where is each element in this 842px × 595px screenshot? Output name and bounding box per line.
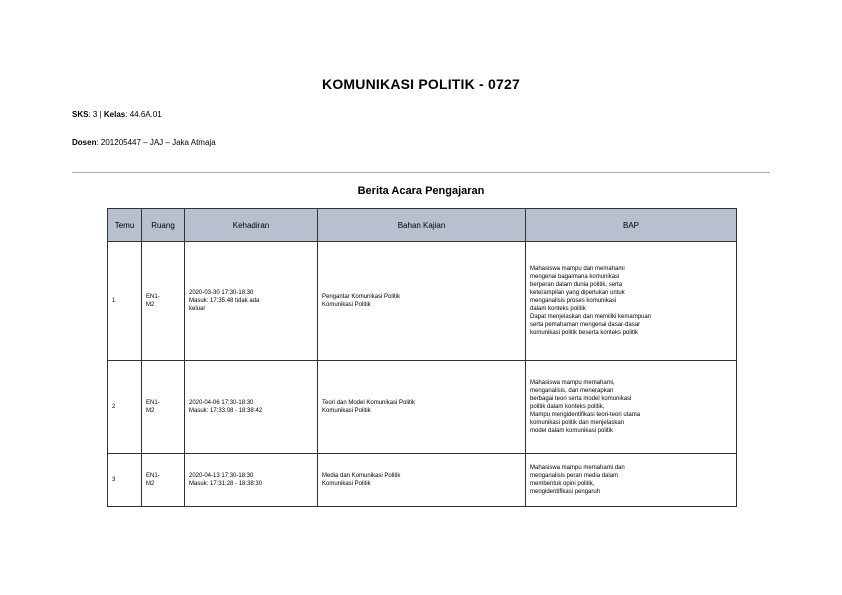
ruang-line: EN1-	[146, 400, 160, 406]
bap-line: berperan dalam dunia politik, serta	[530, 282, 623, 288]
cell-bahan-kajian	[318, 454, 526, 507]
bahan-line: Komunikasi Politik	[322, 408, 371, 414]
ruang-line: M2	[146, 481, 155, 487]
dosen-value: : 201205447 – JAJ – Jaka Atmaja	[96, 138, 216, 147]
bap-line: menganalisis, dan menerapkan	[530, 388, 614, 394]
cell-kehadiran	[185, 242, 318, 361]
table-row	[108, 242, 737, 361]
sks-value: : 3 |	[88, 110, 102, 119]
ruang-line: M2	[146, 302, 155, 308]
bap-line: dalam konteks politik	[530, 306, 586, 312]
header-kehadiran: Kehadiran	[185, 209, 318, 242]
cell-temu: 2	[108, 361, 142, 454]
ruang-line: EN1-	[146, 294, 160, 300]
bap-line: politik dalam konteks politik,	[530, 404, 605, 410]
bap-line: serta pemahaman mengenai dasar-dasar	[530, 322, 641, 328]
bap-line: Mampu mengidentifikasi teori-teori utama	[530, 412, 641, 418]
bahan-line: Komunikasi Politik	[322, 481, 371, 487]
bap-line: Dapat menjelaskan dan memiliki kemampuan	[530, 314, 652, 320]
document-title: KOMUNIKASI POLITIK - 0727	[322, 76, 520, 92]
sks-label: SKS	[72, 110, 89, 119]
kehadiran-line: keluar	[189, 306, 206, 312]
bap-line: keterampilan yang diperlukan untuk	[530, 290, 625, 296]
table-row	[108, 361, 737, 454]
kelas-label: Kelas	[103, 110, 126, 119]
cell-bahan-kajian	[318, 242, 526, 361]
bap-line: komunikasi politik dan menjelaskan	[530, 420, 625, 426]
cell-temu: 3	[108, 454, 142, 507]
table-row	[108, 454, 737, 507]
bap-line: Mahasiswa mampu dan memahami	[530, 266, 625, 272]
divider	[72, 172, 770, 173]
cell-ruang	[142, 361, 185, 454]
course-info	[72, 110, 162, 119]
bap-line: mengidentifikasi pengaruh	[530, 489, 601, 495]
cell-ruang	[142, 242, 185, 361]
bap-line: membentuk opini politik,	[530, 481, 595, 487]
kelas-value: : 44.6A.01	[125, 110, 162, 119]
bap-line: Mahasiswa mampu memahami dan	[530, 465, 625, 471]
bahan-line: Teori dan Model Komunikasi Politik	[322, 400, 416, 406]
bap-line: Mahasiswa mampu memahami,	[530, 380, 615, 386]
cell-bap	[526, 361, 737, 454]
bap-line: berbagai teori serta model komunikasi	[530, 396, 632, 402]
lecturer-info	[72, 138, 216, 147]
kehadiran-line: Masuk: 17:31:28 - 18:38:30	[189, 481, 263, 487]
bahan-line: Media dan Komunikasi Politik	[322, 473, 401, 479]
cell-bap	[526, 454, 737, 507]
header-temu: Temu	[108, 209, 142, 242]
kehadiran-line: 2020-04-06 17:30-18:30	[189, 400, 254, 406]
bahan-line: Komunikasi Politik	[322, 302, 371, 308]
bap-line: menganalisis peran media dalam	[530, 473, 619, 479]
kehadiran-line: 2020-04-13 17:30-18:30	[189, 473, 254, 479]
bap-line: mengenai bagaimana komunikasi	[530, 274, 620, 280]
ruang-line: M2	[146, 408, 155, 414]
header-bap: BAP	[526, 209, 737, 242]
bap-line: model dalam komunikasi politik	[530, 428, 614, 434]
cell-bap	[526, 242, 737, 361]
table-header-row	[108, 209, 737, 242]
cell-bahan-kajian	[318, 361, 526, 454]
cell-kehadiran	[185, 361, 318, 454]
bahan-line: Pengantar Komunikasi Politik	[322, 294, 401, 300]
cell-temu: 1	[108, 242, 142, 361]
dosen-label: Dosen	[72, 138, 97, 147]
bap-line: komunikasi politik beserta konteks politik	[530, 330, 639, 336]
bap-table	[107, 208, 737, 507]
kehadiran-line: Masuk: 17:35:48 tidak ada	[189, 298, 260, 304]
bap-line: menganalisis proses komunikasi	[530, 298, 617, 304]
kehadiran-line: Masuk: 17:33:08 - 18:38:42	[189, 408, 263, 414]
section-title: Berita Acara Pengajaran	[357, 185, 485, 197]
header-bahan-kajian: Bahan Kajian	[318, 209, 526, 242]
ruang-line: EN1-	[146, 473, 160, 479]
kehadiran-line: 2020-03-30 17:30-18:30	[189, 290, 254, 296]
cell-ruang	[142, 454, 185, 507]
cell-kehadiran	[185, 454, 318, 507]
header-ruang: Ruang	[142, 209, 185, 242]
